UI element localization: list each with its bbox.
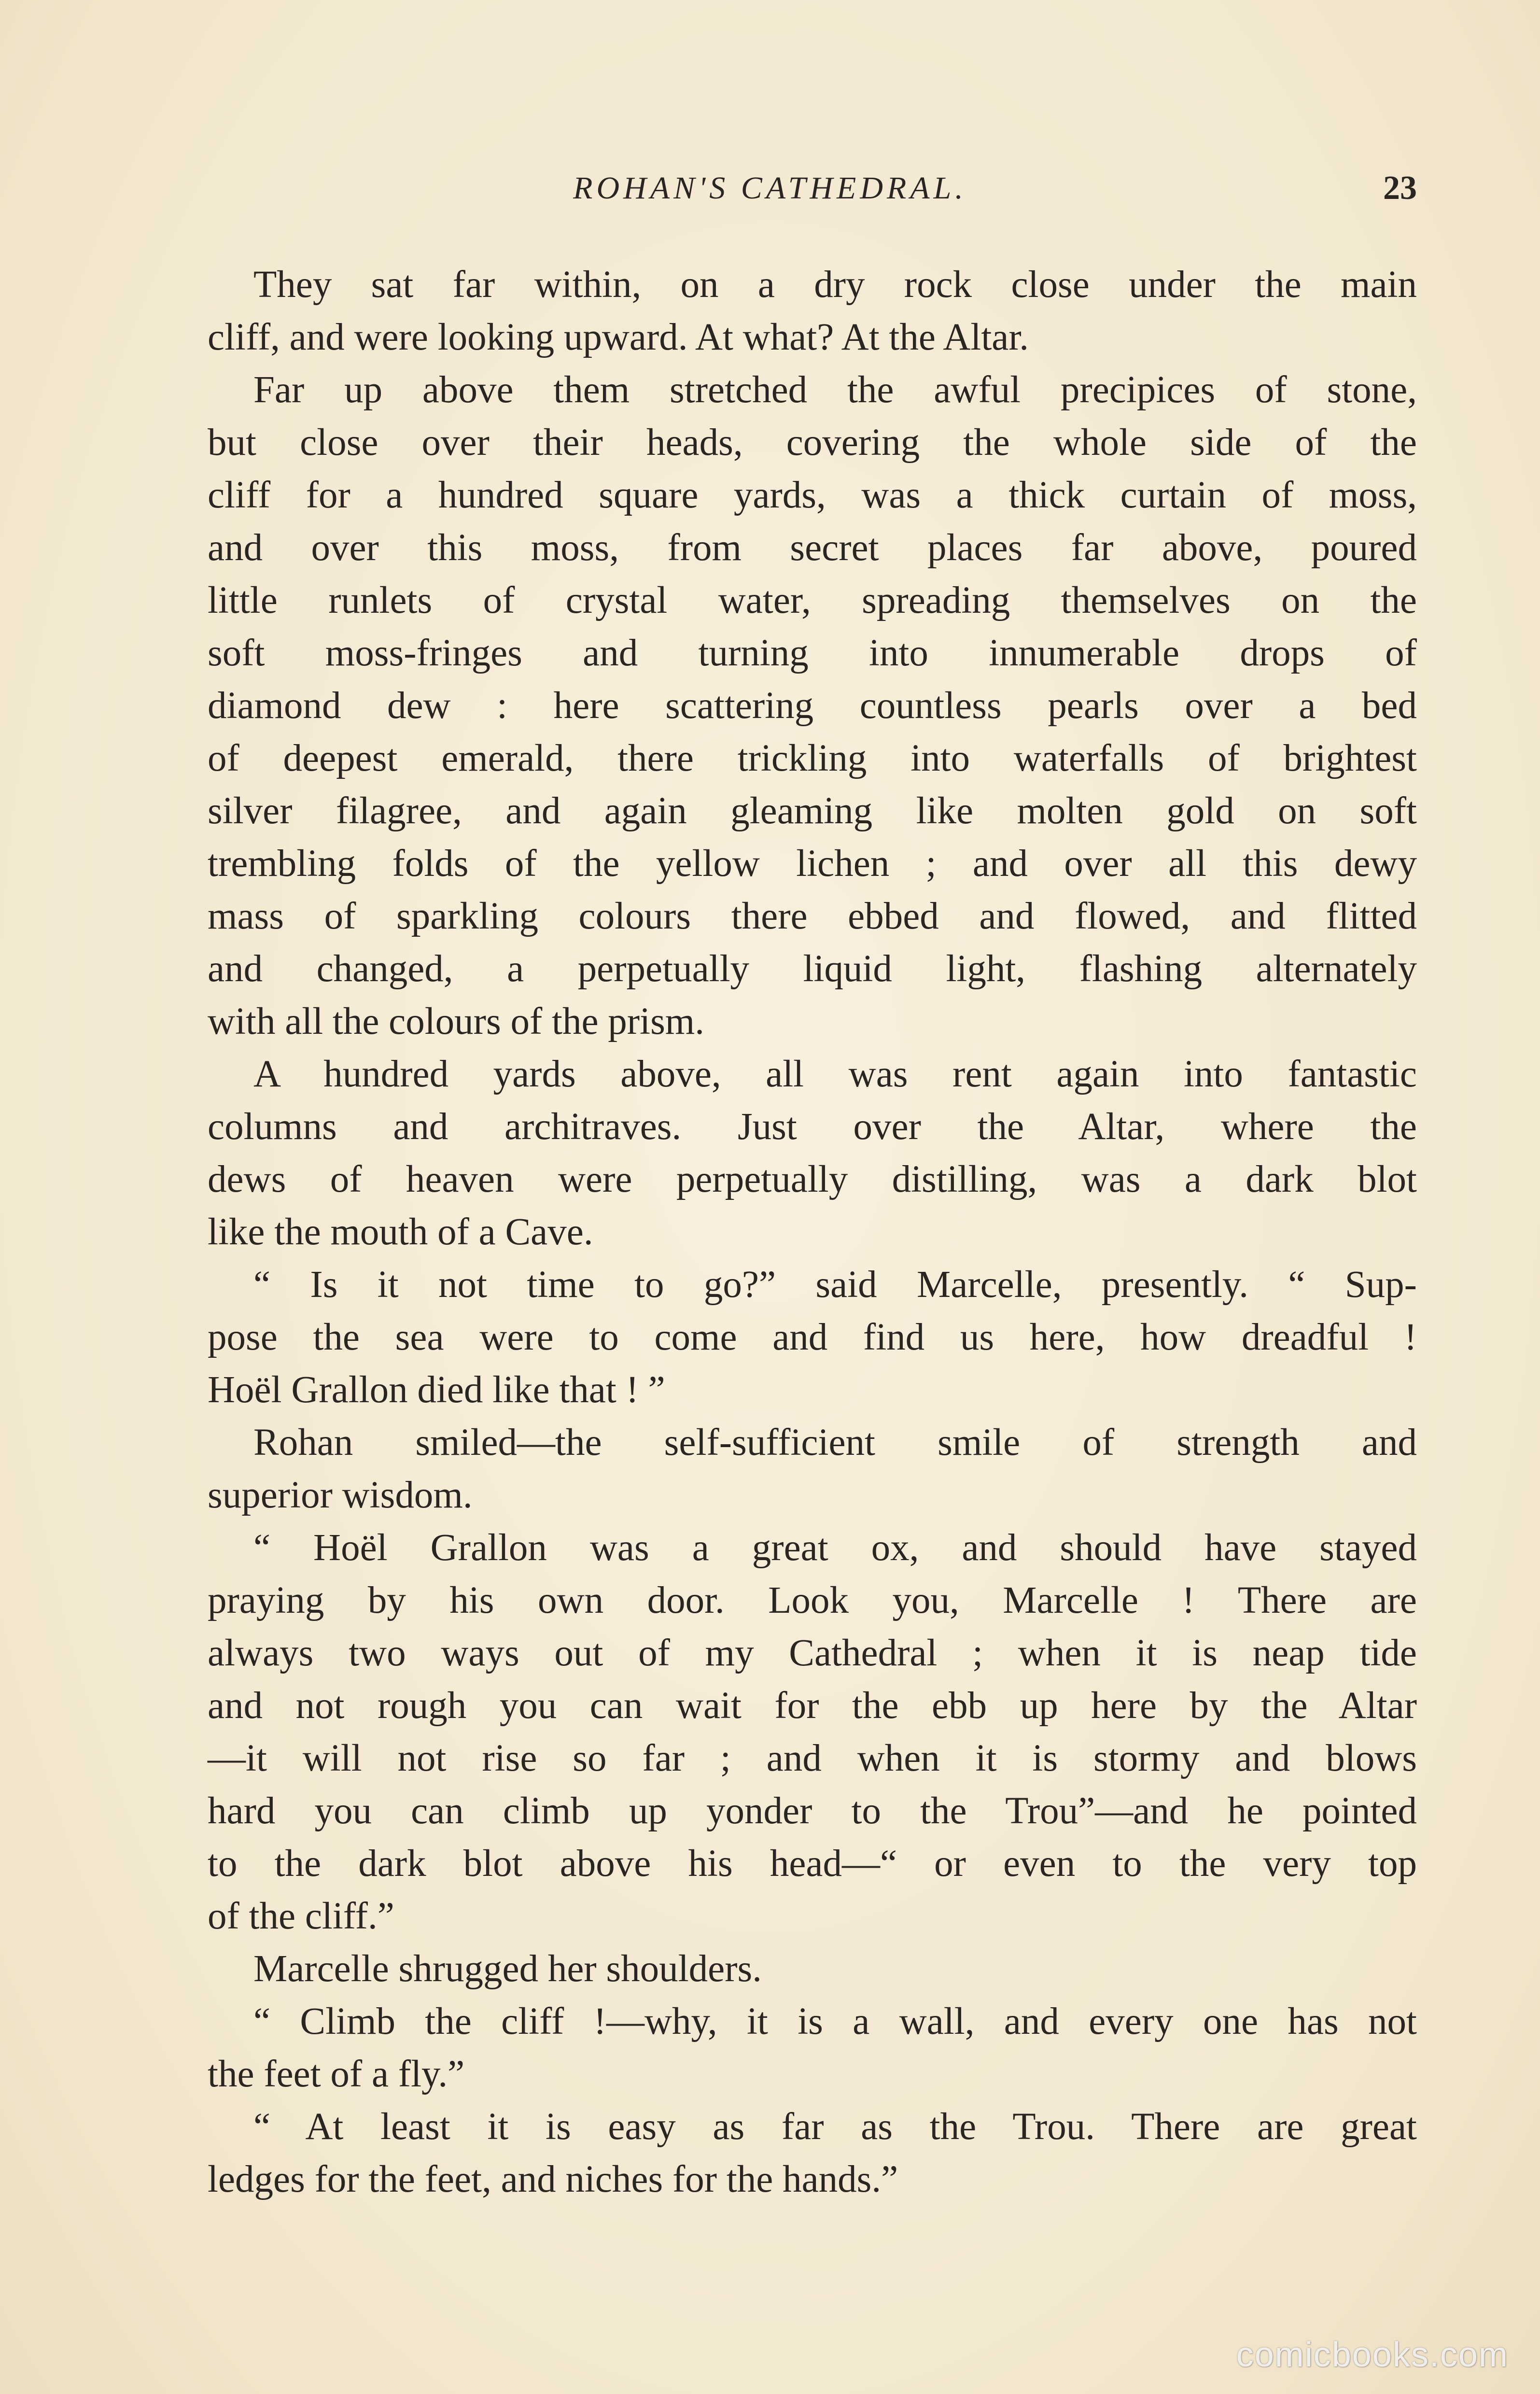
text-line: “ Hoël Grallon was a great ox, and should have stayed [253,1527,1417,1569]
text-line: praying by his own door. Look you, Marcelle ! There are [208,1579,1417,1621]
text-line: They sat far within, on a dry rock close under the main [253,264,1417,306]
text-line: like the mouth of a Cave. [208,1211,593,1253]
text-line: the feet of a fly.” [208,2053,465,2095]
text-line: dews of heaven were perpetually distilling, was a dark blot [208,1158,1417,1200]
text-line: with all the colours of the prism. [208,1000,705,1042]
text-line: to the dark blot above his head—“ or even to the very top [208,1843,1417,1885]
text-line: “ Climb the cliff !—why, it is a wall, and every one has not [253,2000,1417,2042]
text-line: of the cliff.” [208,1895,394,1937]
text-line: and changed, a perpetually liquid light, flashing alternately [208,948,1417,990]
text-line: silver filagree, and again gleaming like molten gold on soft [208,790,1417,832]
text-line: diamond dew : here scattering countless pearls over a bed [208,685,1417,727]
text-line: but close over their heads, covering the whole side of the [208,422,1417,464]
text-line: pose the sea were to come and find us here, how dreadful ! [208,1316,1417,1358]
text-line: “ Is it not time to go?” said Marcelle, presently. “ Sup- [253,1264,1417,1306]
page-number: 23 [1383,169,1417,207]
text-line: A hundred yards above, all was rent again into fantastic [253,1053,1417,1095]
text-line: and not rough you can wait for the ebb up here by the Altar [208,1685,1417,1727]
page-header [0,162,1540,215]
running-head: ROHAN'S CATHEDRAL. [573,170,967,206]
text-line: ledges for the feet, and niches for the hands.” [208,2158,898,2200]
text-line: Hoël Grallon died like that ! ” [208,1369,665,1411]
text-line: “ At least it is easy as far as the Trou. There are great [253,2106,1417,2148]
text-line: little runlets of crystal water, spreading themselves on the [208,579,1417,621]
text-line: —it will not rise so far ; and when it is stormy and blows [208,1737,1417,1779]
text-line: and over this moss, from secret places far above, poured [208,527,1417,569]
text-line: mass of sparkling colours there ebbed and flowed, and flitted [208,895,1417,937]
text-line: of deepest emerald, there trickling into waterfalls of brightest [208,737,1417,779]
text-line: Rohan smiled—the self-sufficient smile of strength and [253,1422,1417,1464]
text-line: cliff, and were looking upward. At what? At the Altar. [208,316,1029,358]
watermark: comicbooks.com [1236,2336,1509,2374]
body-text [208,258,1417,2206]
text-line: hard you can climb up yonder to the Trou”—and he pointed [208,1790,1417,1832]
text-line: superior wisdom. [208,1474,473,1516]
text-line: trembling folds of the yellow lichen ; and over all this dewy [208,843,1417,885]
text-line: cliff for a hundred square yards, was a thick curtain of moss, [208,474,1417,516]
text-line: Far up above them stretched the awful precipices of stone, [253,369,1417,411]
text-line: columns and architraves. Just over the Altar, where the [208,1106,1417,1148]
text-line: always two ways out of my Cathedral ; when it is neap tide [208,1632,1417,1674]
text-line: soft moss-fringes and turning into innumerable drops of [208,632,1417,674]
text-line: Marcelle shrugged her shoulders. [253,1948,762,1990]
